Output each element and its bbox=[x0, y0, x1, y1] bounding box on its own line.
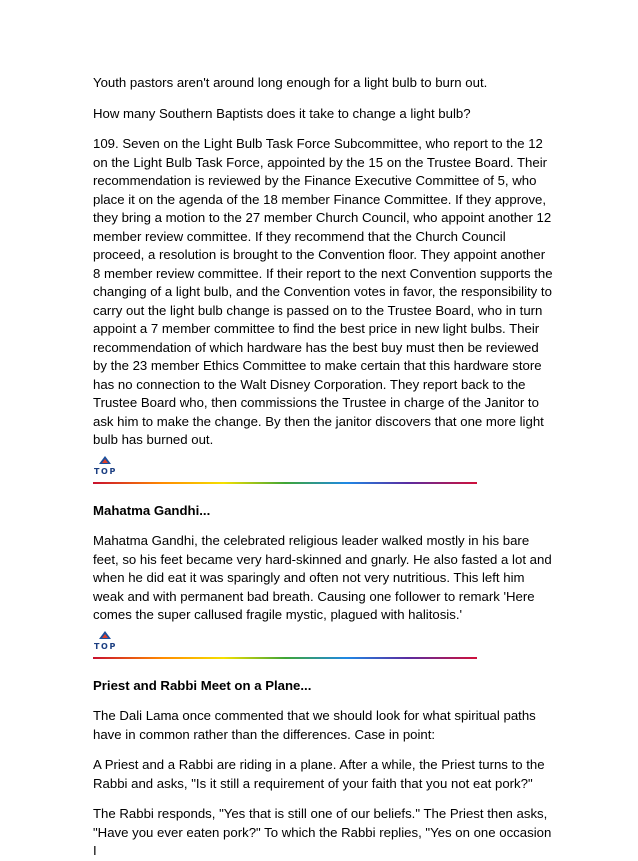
priest-rabbi-intro: The Dali Lama once commented that we should look for what spiritual paths have in common rather than the differences. Case in point: bbox=[93, 708, 536, 742]
back-to-top-link[interactable] bbox=[93, 627, 133, 657]
rainbow-divider bbox=[93, 482, 477, 484]
joke-question: How many Southern Baptists does it take to change a light bulb? bbox=[93, 105, 471, 121]
top-label: TOP bbox=[94, 641, 117, 651]
rainbow-divider bbox=[93, 657, 477, 659]
section-title-gandhi: Mahatma Gandhi... bbox=[93, 502, 211, 518]
back-to-top-link[interactable] bbox=[93, 452, 133, 482]
priest-rabbi-para-1: A Priest and a Rabbi are riding in a plane. After a while, the Priest turns to the Rabbi and asks, "Is it still a requirement of your faith that you not eat pork?" bbox=[93, 757, 545, 791]
up-arrow-icon bbox=[99, 456, 111, 464]
top-label: TOP bbox=[94, 466, 117, 476]
joke-punchline: Youth pastors aren't around long enough for a light bulb to burn out. bbox=[93, 75, 488, 90]
section-title-priest-rabbi: Priest and Rabbi Meet on a Plane... bbox=[93, 677, 312, 693]
up-arrow-icon bbox=[99, 631, 111, 639]
priest-rabbi-para-2: The Rabbi responds, "Yes that is still one of our beliefs." The Priest then asks, "Have you ever eaten pork?" To which the Rabbi replies, "Yes on one occasion I bbox=[93, 806, 552, 858]
joke-answer: 109. Seven on the Light Bulb Task Force Subcommittee, who report to the 12 on the Light Bulb Task Force, appointed by the 15 on the Trustee Board. Their recommendation is reviewed by the Finance Executive Committee of 5, who place it on the agenda of the 18 member Finance Committee. If they approve, they bring a motion to the 27 member Church Council, who appoint another 12 member review committee. If they recommend that the Church Council proceed, a resolution is brought to the Convention floor. They appoint another 8 member review committee. If their report to the next Convention supports the changing of a light bulb, and the Convention votes in favor, the responsibility to carry out the light bulb change is passed on to the Trustee Board, who in turn appoint a 7 member committee to find the best price in new light bulbs. Their recommendation of which hardware has the best buy must then be reviewed by the 23 member Ethics Committee to make certain that this hardware store has no connection to the Walt Disney Corporation. They report back to the Trustee Board who, then commissions the Trustee in charge of the Janitor to ask him to make the change. By then the janitor discovers that one more light bulb has burned out. bbox=[93, 136, 553, 447]
gandhi-body: Mahatma Gandhi, the celebrated religious leader walked mostly in his bare feet, so his feet became very hard-skinned and gnarly. He also fasted a lot and when he did eat it was sparingly and often not very nutritious. This left him weak and with permanent bad breath. Causing one follower to remark 'Here comes the super callused fragile mystic, plagued with halitosis.' bbox=[93, 533, 552, 622]
